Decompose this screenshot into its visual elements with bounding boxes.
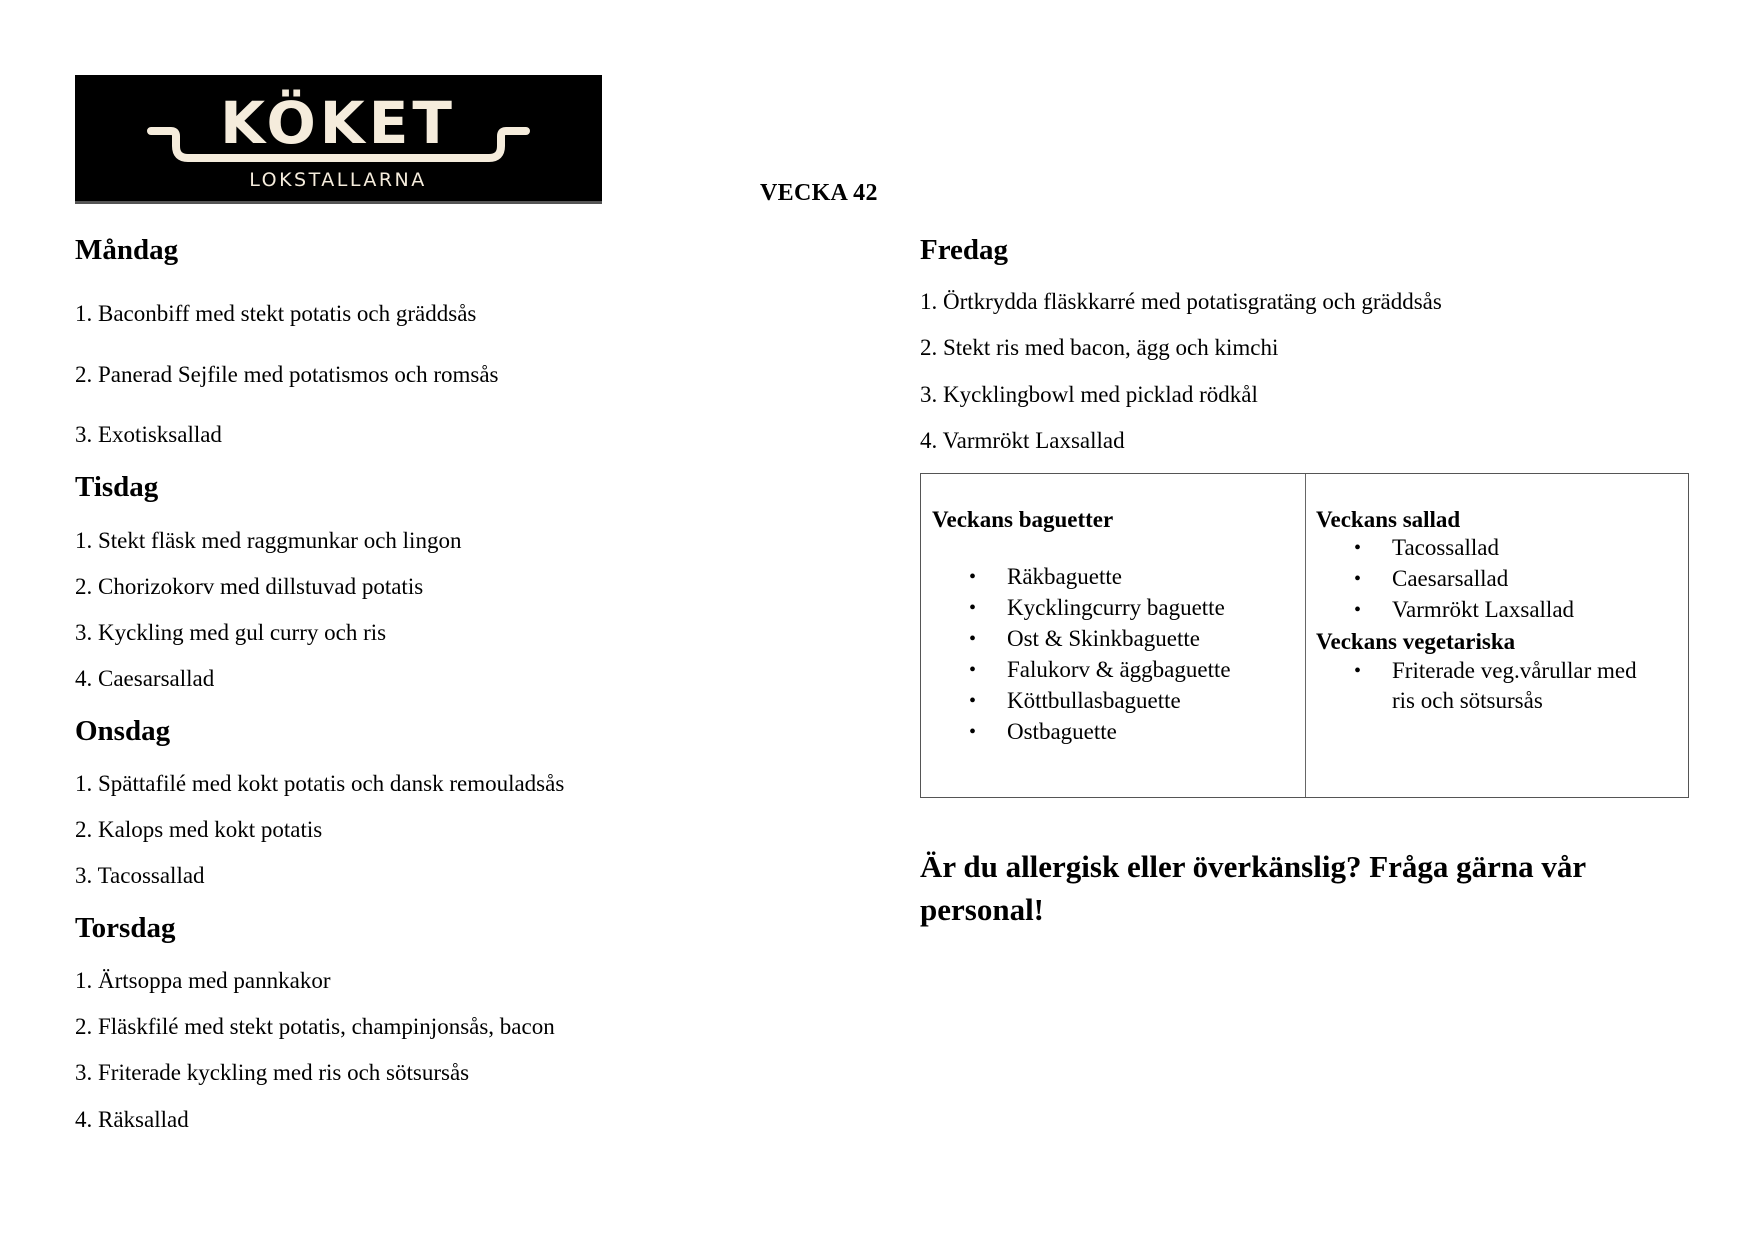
salad-item: Tacossallad [1392, 535, 1499, 560]
bullet-icon: • [969, 597, 977, 619]
menu-item: 3. Kyckling med gul curry och ris [75, 620, 387, 645]
bullet-icon: • [969, 690, 977, 712]
baguette-item: Ost & Skinkbaguette [1007, 626, 1200, 651]
menu-item: 1. Baconbiff med stekt potatis och gräddsås [75, 301, 477, 326]
bullet-icon: • [1354, 599, 1362, 621]
menu-item: 1. Örtkrydda fläskkarré med potatisgratäng och gräddsås [920, 289, 1442, 314]
weekly-specials-table [920, 473, 1689, 798]
baguette-item: Ostbaguette [1007, 719, 1117, 744]
menu-item: 3. Tacossallad [75, 863, 205, 888]
baguette-item: Räkbaguette [1007, 564, 1122, 589]
vegetarian-item-continuation: ris och sötsursås [1392, 688, 1543, 713]
baguette-item: Falukorv & äggbaguette [1007, 657, 1231, 682]
menu-item: 2. Fläskfilé med stekt potatis, champinjonsås, bacon [75, 1014, 555, 1039]
menu-item: 2. Kalops med kokt potatis [75, 817, 323, 842]
menu-item: 2. Stekt ris med bacon, ägg och kimchi [920, 335, 1279, 360]
bullet-icon: • [1354, 660, 1362, 682]
table-divider [1305, 474, 1306, 797]
day-heading-torsdag: Torsdag [75, 912, 176, 944]
baguettes-title: Veckans baguetter [932, 507, 1114, 532]
day-heading-onsdag: Onsdag [75, 715, 171, 747]
logo-subtitle: LOKSTALLARNA [249, 169, 427, 191]
day-heading-fredag: Fredag [920, 234, 1009, 266]
allergy-notice: Är du allergisk eller överkänslig? Fråga gärna vår personal! [920, 849, 1586, 927]
logo-graphic [75, 75, 602, 201]
baguette-item: Kycklingcurry baguette [1007, 595, 1225, 620]
menu-item: 1. Stekt fläsk med raggmunkar och lingon [75, 528, 462, 553]
vegetarian-item: Friterade veg.vårullar med [1392, 658, 1637, 683]
salad-item: Varmrökt Laxsallad [1392, 597, 1575, 622]
bullet-icon: • [969, 628, 977, 650]
baguette-item: Köttbullasbaguette [1007, 688, 1181, 713]
week-label: VECKA 42 [760, 180, 878, 206]
restaurant-logo [75, 75, 602, 204]
bullet-icon: • [1354, 568, 1362, 590]
menu-item: 2. Panerad Sejfile med potatismos och romsås [75, 362, 499, 387]
salad-item: Caesarsallad [1392, 566, 1509, 591]
bullet-icon: • [1354, 537, 1362, 559]
bullet-icon: • [969, 721, 977, 743]
menu-item: 3. Friterade kyckling med ris och sötsursås [75, 1060, 470, 1085]
menu-item: 1. Ärtsoppa med pannkakor [75, 968, 331, 993]
day-heading-tisdag: Tisdag [75, 471, 159, 503]
logo-title: KÖKET [220, 89, 456, 157]
menu-item: 4. Varmrökt Laxsallad [920, 428, 1125, 453]
menu-item: 2. Chorizokorv med dillstuvad potatis [75, 574, 424, 599]
bullet-icon: • [969, 566, 977, 588]
menu-item: 1. Spättafilé med kokt potatis och dansk remouladsås [75, 771, 565, 796]
day-heading-mandag: Måndag [75, 234, 179, 266]
menu-item: 4. Räksallad [75, 1107, 189, 1132]
salads-title: Veckans sallad [1316, 507, 1461, 532]
menu-item: 3. Kycklingbowl med picklad rödkål [920, 382, 1258, 407]
bullet-icon: • [969, 659, 977, 681]
menu-item: 4. Caesarsallad [75, 666, 215, 691]
vegetarian-title: Veckans vegetariska [1316, 629, 1516, 654]
menu-item: 3. Exotisksallad [75, 422, 222, 447]
